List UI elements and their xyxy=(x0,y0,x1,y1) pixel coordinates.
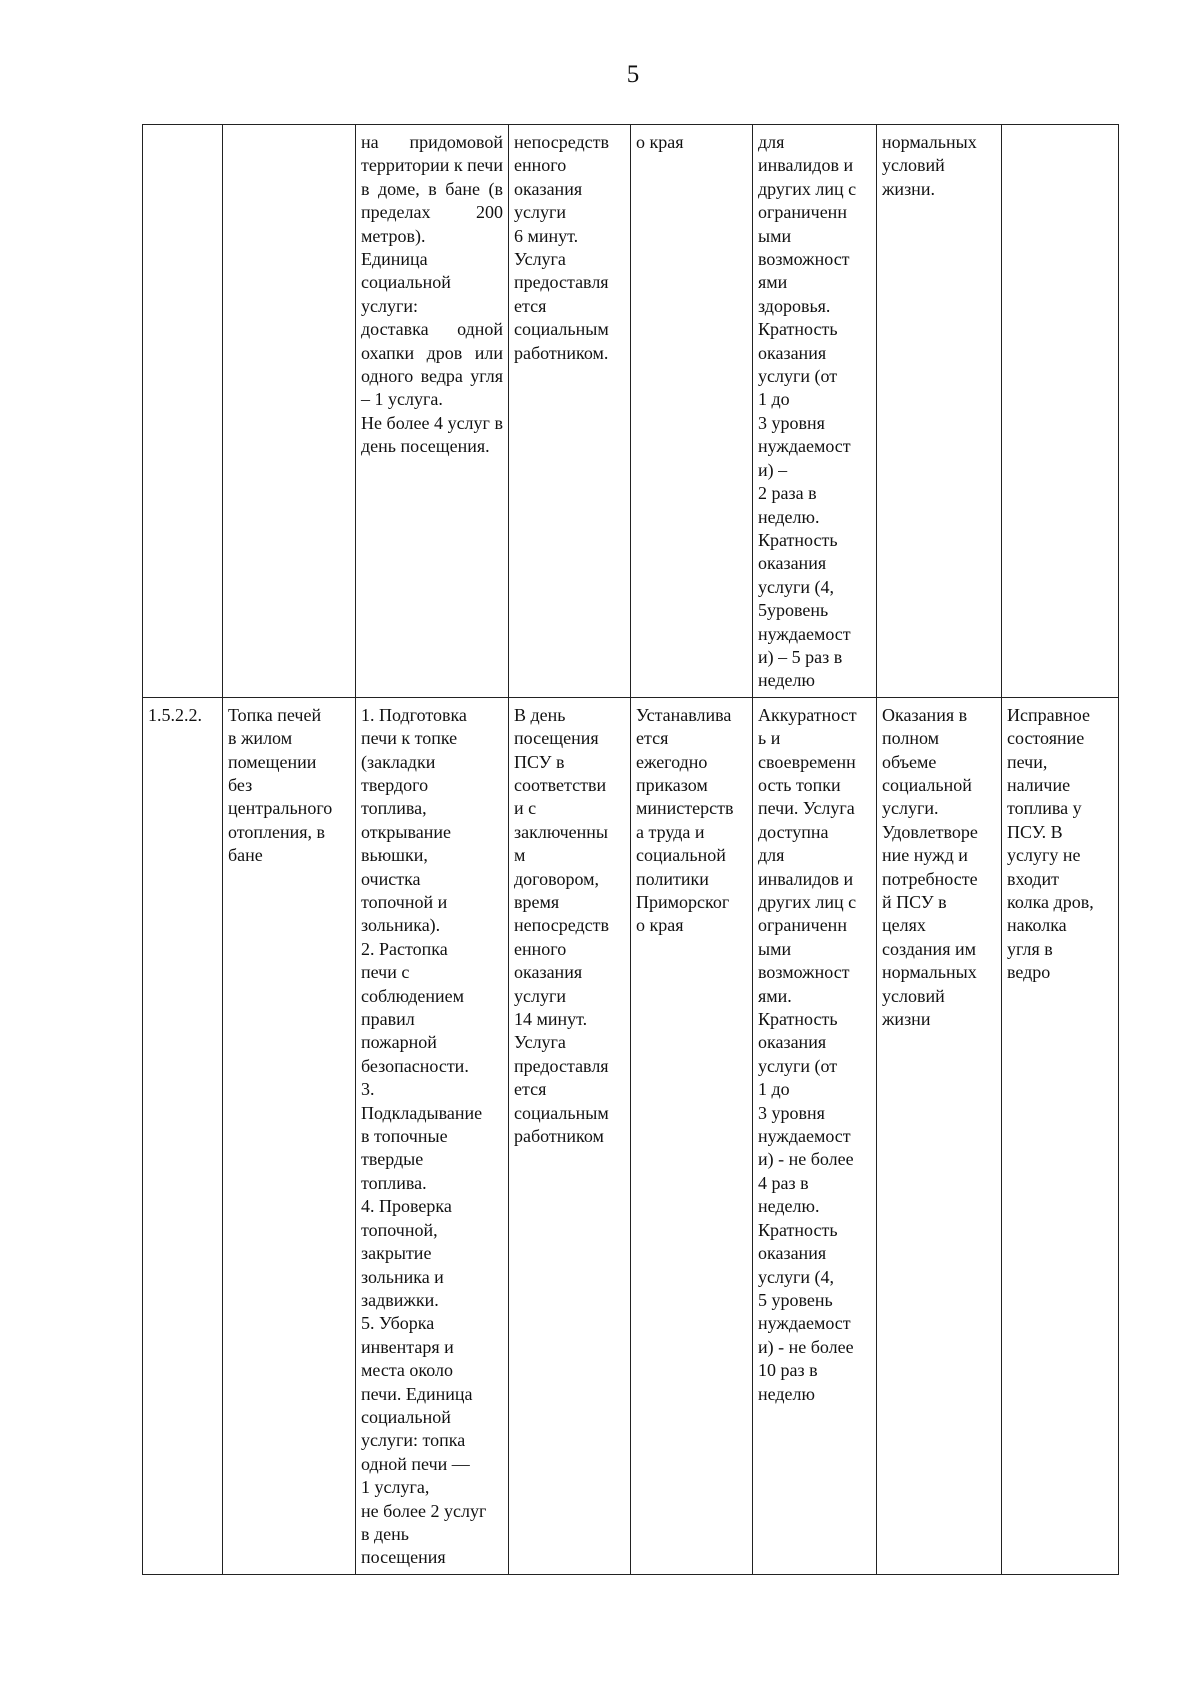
cell-service-tariff: о края xyxy=(631,125,753,698)
table-row xyxy=(143,697,1119,1574)
cell-service-timing: В день посещения ПСУ в соответстви и с заключенны м договором, время непосредств енного оказания услуги 14 минут. Услуга предоставля ется социальным работником xyxy=(509,697,631,1574)
cell-service-description: 1. Подготовка печи к топке (закладки твердого топлива, открывание вьюшки, очистка топочной и зольника). 2. Растопка печи с соблюдением правил пожарной безопасности. 3. Подкладывание в топочные твердые топлива. 4. Проверка топочной, закрытие зольника и задвижки. 5. Уборка инвентаря и места около печи. Единица социальной услуги: топка одной печи — 1 услуга, не более 2 услуг в день посещения xyxy=(356,697,509,1574)
page-number: 5 xyxy=(626,61,640,88)
services-table xyxy=(142,124,1119,1575)
cell-service-conditions: Аккуратност ь и своевременн ость топки печи. Услуга доступна для инвалидов и других лиц с ограниченн ыми возможност ями. Кратность оказания услуги (от 1 до 3 уровня нуждаемост и) - не более 4 раз в неделю. Кратность оказания услуги (4, 5 уровень нуждаемост и) - не более 10 раз в неделю xyxy=(753,697,877,1574)
cell-service-tariff: Устанавлива ется ежегодно приказом министерств а труда и социальной политики Приморског о края xyxy=(631,697,753,1574)
cell-service-name xyxy=(223,125,356,698)
cell-service-name: Топка печей в жилом помещении без центрального отопления, в бане xyxy=(223,697,356,1574)
cell-service-notes xyxy=(1002,125,1119,698)
cell-service-quality: Оказания в полном объеме социальной услуги. Удовлетворе ние нужд и потребносте й ПСУ в целях создания им нормальных условий жизни xyxy=(877,697,1002,1574)
cell-service-quality: нормальных условий жизни. xyxy=(877,125,1002,698)
cell-code xyxy=(143,125,223,698)
cell-service-description: на придомовой территории к печи в доме, в бане (в пределах 200 метров). Единица социальной услуги: доставка одной охапки дров или одного ведра угля – 1 услуга. Не более 4 услуг в день посещения. xyxy=(356,125,509,698)
cell-service-conditions: для инвалидов и других лиц с ограниченн ыми возможност ями здоровья. Кратность оказания услуги (от 1 до 3 уровня нуждаемост и) – 2 раза в неделю. Кратность оказания услуги (4, 5уровень нуждаемост и) – 5 раз в неделю xyxy=(753,125,877,698)
cell-service-notes: Исправное состояние печи, наличие топлива у ПСУ. В услугу не входит колка дров, наколка угля в ведро xyxy=(1002,697,1119,1574)
table-row xyxy=(143,125,1119,698)
cell-code: 1.5.2.2. xyxy=(143,697,223,1574)
cell-service-timing: непосредств енного оказания услуги 6 минут. Услуга предоставля ется социальным работником. xyxy=(509,125,631,698)
